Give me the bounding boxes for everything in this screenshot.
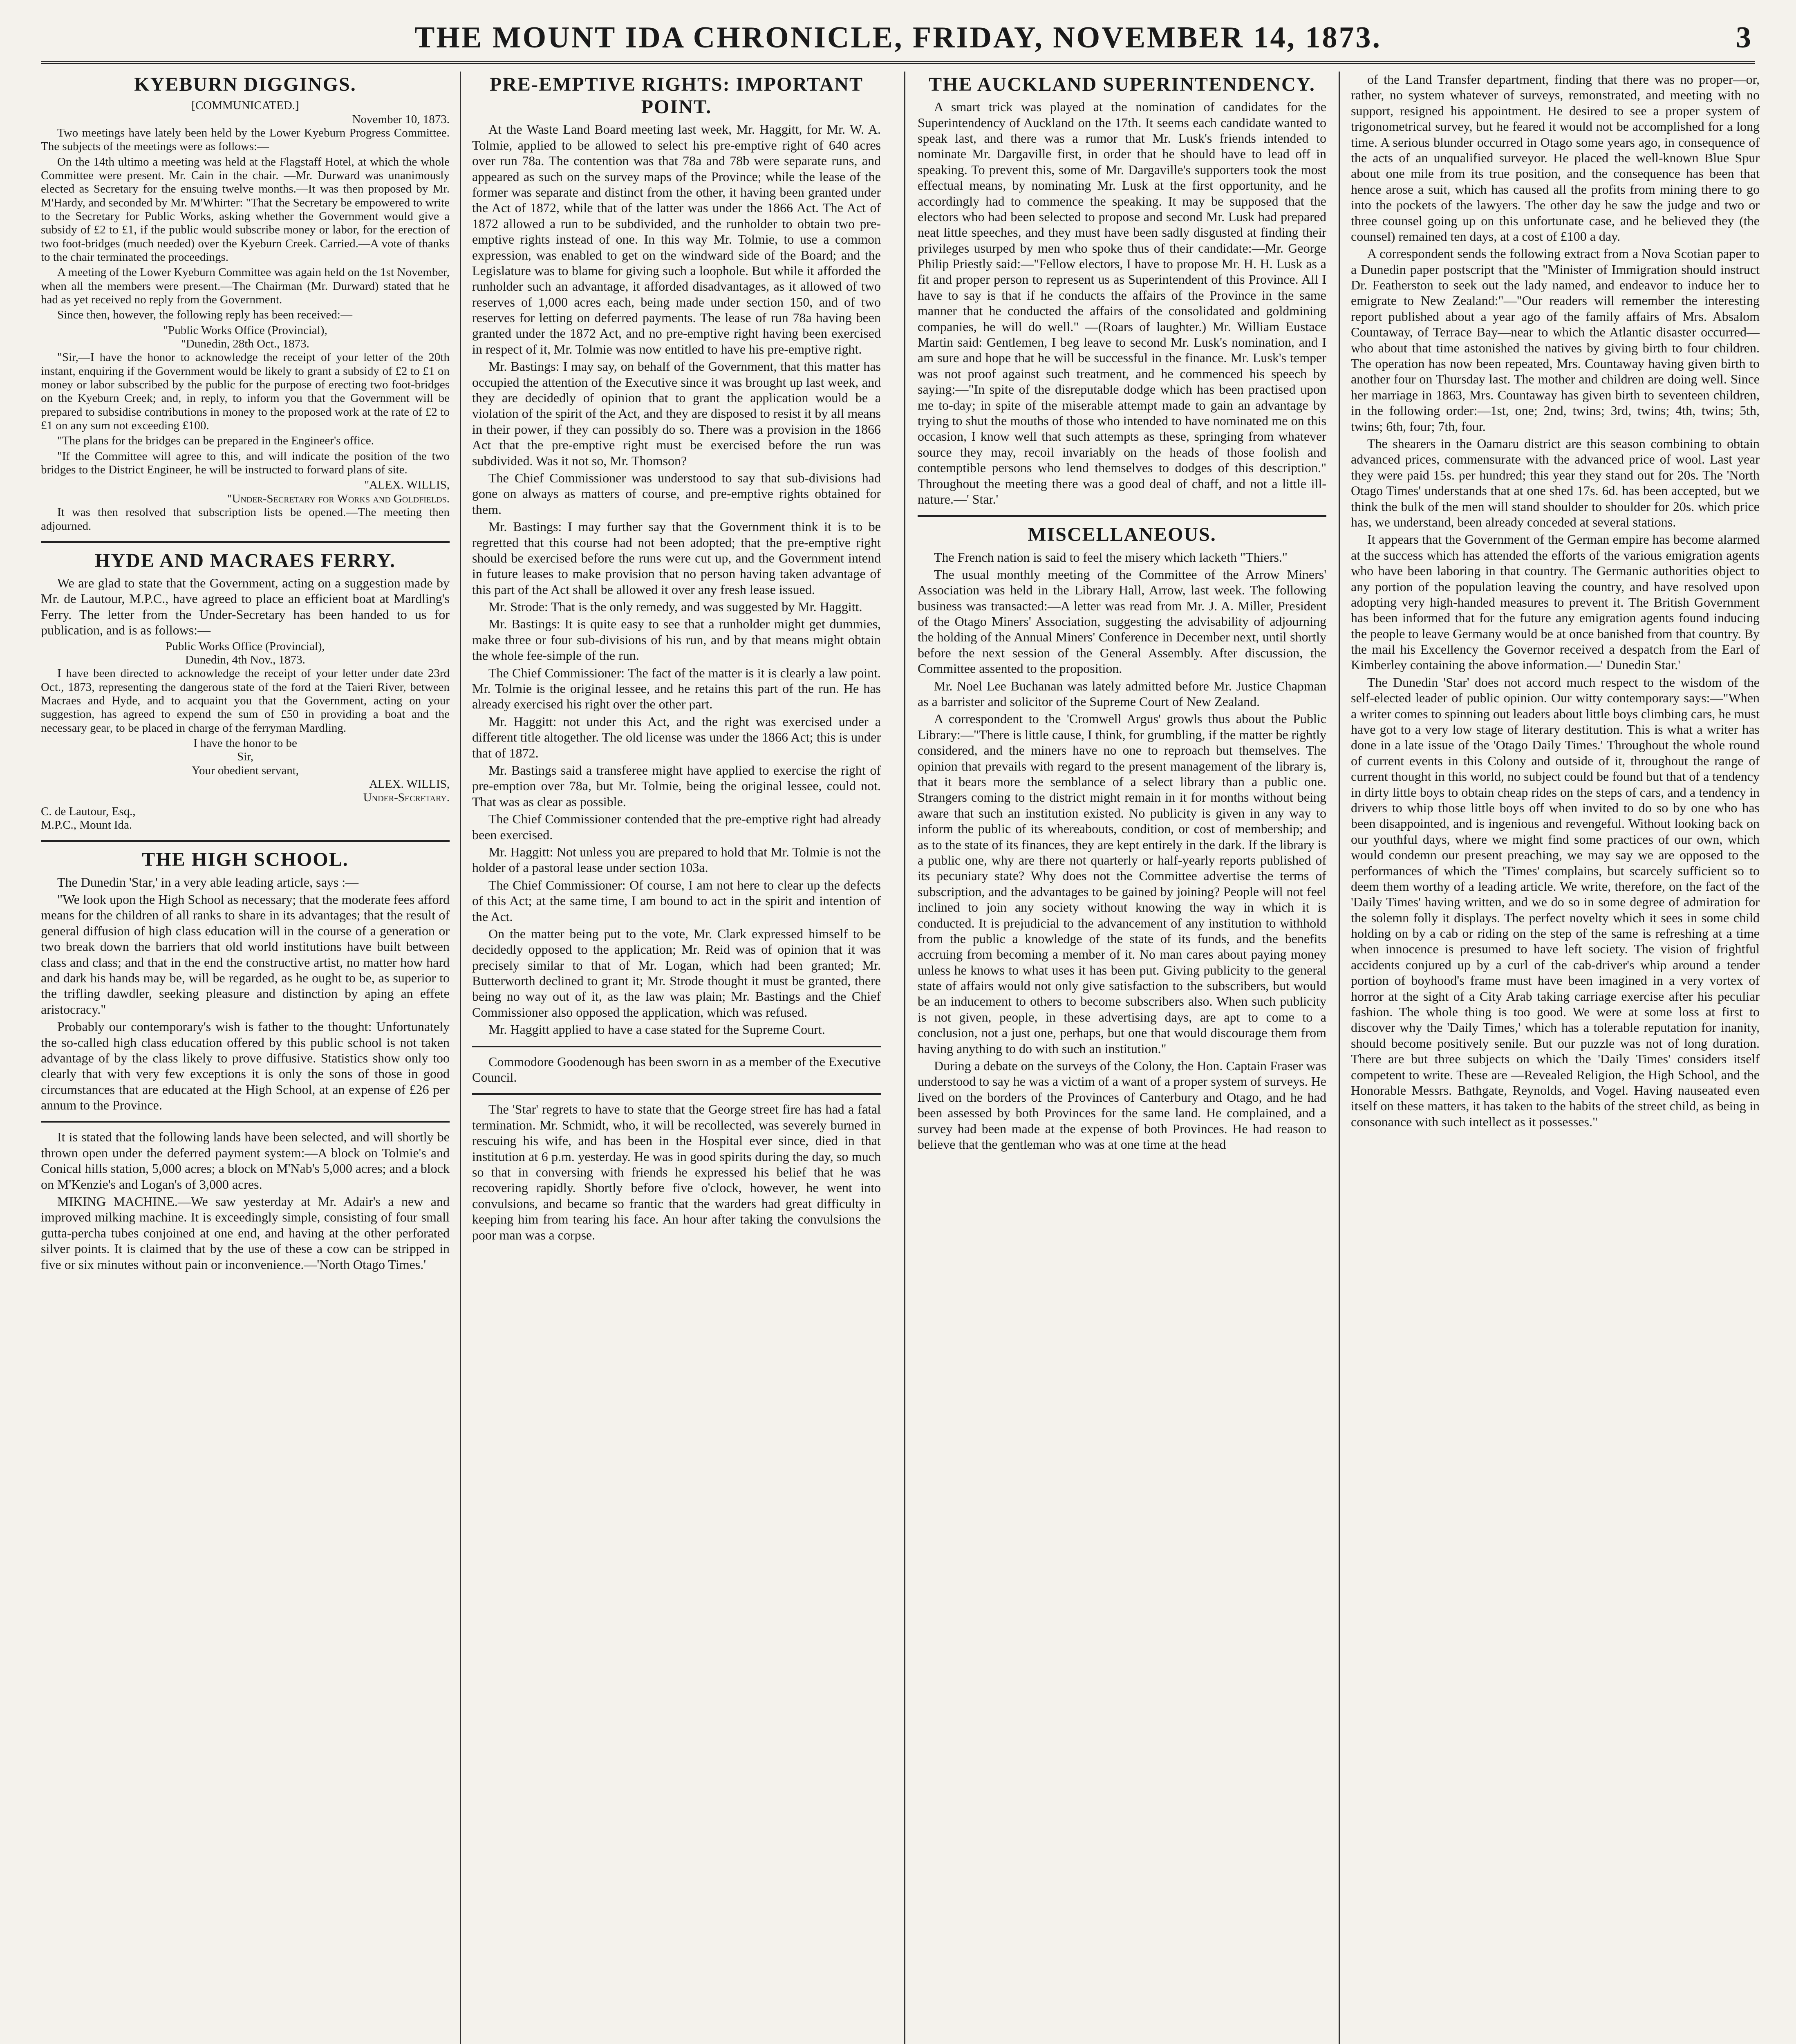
letter-heading: "Public Works Office (Provincial), bbox=[163, 323, 327, 337]
paragraph: Mr. Bastings said a transferee might have applied to exercise the right of pre-emption over 78a, but Mr. Tolmie, being the original lessee, could not. That was as clear as possible. bbox=[472, 763, 881, 809]
signature-title: Under-Secretary. bbox=[363, 791, 450, 805]
paragraph: We are glad to state that the Government, acting on a suggestion made by Mr. de Lautour, M.P.C., have agreed to place an efficient boat at Mardling's Ferry. The letter from the Under-Secretary has been handed to us for publication, and is as follows:— bbox=[41, 576, 450, 638]
paragraph: On the matter being put to the vote, Mr. Clark expressed himself to be decidedly opposed to the application; Mr. Reid was of opinion that it was precisely similar to that of Mr. Logan, which had been granted; Mr. Butterworth declined to grant it; Mr. Strode thought it must be granted, there being no way out of it, as the law was plain; Mr. Bastings and the Chief Commissioner also opposed the application, which was refused. bbox=[472, 926, 881, 1020]
paragraph: At the Waste Land Board meeting last week, Mr. Haggitt, for Mr. W. A. Tolmie, applied to be allowed to select his pre-emptive right of 640 acres over run 78a. The contention was that 78a and 78b were separate runs, and appeared as such on the survey maps of the Province; while the lease of the former was separate and distinct from the other, it having been granted under the Act of 1872, while that of the latter was under the 1866 Act. The Act of 1872 allowed a run to be subdivided, and the runholder to obtain two pre-emptive rights instead of one. In this way Mr. Tolmie, to use a common expression, was enabled to get on the windward side of the Board; and the Legislature was to blame for giving such a loophole. But while it afforded the runholder such an advantage, it afforded disadvantages, as it allowed of two reserves of 1,000 acres each, being made under section 150, and of two reserves for letting on deferred payments. The lease of run 78a having been granted under the 1872 Act, and no pre-emptive right having been exercised in respect of it, Mr. Tolmie was now entitled to have his pre-emptive right. bbox=[472, 122, 881, 356]
article-heading: PRE-EMPTIVE RIGHTS: IMPORTANT POINT. bbox=[489, 74, 864, 118]
paragraph: "If the Committee will agree to this, and will indicate the position of the two bridges to the District Engineer, he will be instructed to forward plans of site. bbox=[41, 449, 450, 477]
paragraph: "We look upon the High School as necessary; that the moderate fees afford means for the children of all ranks to share in its advantages; that the result of general diffusion of high class education will in the course of a generation or two break down the barriers that old world institutions have built between class and class; and that in the end the constructive artist, no matter how hard and dark his hands may be, will be regarded, as he ought to be, as superior to the trifling dawdler, seeking pleasure and distinction by aping an effete aristocracy." bbox=[41, 892, 450, 1017]
paragraph: It was then resolved that subscription lists be opened.—The meeting then adjourned. bbox=[41, 506, 450, 533]
letter-closing: Sir, bbox=[237, 750, 253, 764]
paragraph: Two meetings have lately been held by the Lower Kyeburn Progress Committee. The subjects of the meetings were as follows:— bbox=[41, 126, 450, 153]
column-4 bbox=[1351, 72, 1760, 2044]
paragraph: A meeting of the Lower Kyeburn Committee was again held on the 1st November, when all the members were present.—The Chairman (Mr. Durward) stated that he had as yet received no reply from the Government. bbox=[41, 266, 450, 306]
paragraph: Mr. Bastings: I may further say that the Government think it is to be regretted that this course had not been adopted; that the pre-emptive right should be exercised before the runs were cut up, and the Government intend in future leases to make provision that no person having taken advantage of this part of the Act shall be allowed it over any fresh lease issued. bbox=[472, 519, 881, 597]
paragraph: I have been directed to acknowledge the receipt of your letter under date 23rd Oct., 1873, representing the dangerous state of the ford at the Taieri River, between Macraes and Hyde, and to acquaint you that the Government, acting on your suggestion, has agreed to expend the sum of £50 in providing a boat and the necessary gear, to be placed in charge of the ferryman Mardling. bbox=[41, 667, 450, 735]
letter-heading: Dunedin, 4th Nov., 1873. bbox=[185, 653, 305, 666]
article-heading: THE AUCKLAND SUPERINTENDENCY. bbox=[929, 74, 1315, 95]
letter-closing: Your obedient servant, bbox=[191, 764, 299, 777]
paragraph: The Dunedin 'Star,' in a very able leading article, says :— bbox=[57, 874, 359, 890]
paragraph: The Dunedin 'Star' does not accord much respect to the wisdom of the self-elected leader of public opinion. Our witty contemporary says:—"When a writer comes to spinning out leaders about little boys climbing cars, he must have got to a very low stage of literary destitution. This is what a writer has done in a late issue of the 'Otago Daily Times.' Throughout the whole round of current events in this Colony and outside of it, throughout the range of current thought in this world, no subject could be found but that of a tendency in dirty little boys to obtain cheap rides on the steps of cars, and a tendency in drivers to whip those little boys off when invited to do so by one who has been disappointed, and is ingenious and revengeful. Without looking back on our youthful days, where we might find some practices of our own, which would condemn our present preaching, we may say we are opposed to the performances of which the 'Times' complains, but scarcely sufficient so to deem them worthy of a leading article. We write, therefore, on the fact of the 'Daily Times' having written, and we do so in some degree of admiration for the solemn folly it displays. The perfect novelty which it sees in some child holding on by a cab or riding on the step of the same is refreshing at a time when innocence is presumed to have left society. The vision of frightful accidents conjured up by a curl of the cab-driver's whip around a tender portion of boyhood's frame must have been imagined in a very vortex of horror at the sight of a City Arab taking carriage exercise after his peculiar fashion. The whole thing is too good. We were at some loss at first to discover why the 'Daily Times,' which has a tolerable reputation for inanity, should become positively senile. But our puzzle was not of long duration. There are but three subjects on which the 'Daily Times' considers itself competent to write. These are —Revealed Religion, the High School, and the Honorable Messrs. Bathgate, Reynolds, and Vogel. Having nauseated even itself on these matters, it has taken to the habits of the street child, as being in consonance with such intellect as it possesses." bbox=[1351, 675, 1760, 1129]
section-rule bbox=[472, 1046, 881, 1047]
paragraph: Mr. Haggitt applied to have a case stated for the Supreme Court. bbox=[488, 1022, 825, 1037]
column-rule bbox=[460, 72, 461, 2044]
dateline: November 10, 1873. bbox=[352, 112, 450, 126]
column-rule bbox=[1339, 72, 1340, 2044]
masthead-title: THE MOUNT IDA CHRONICLE, FRIDAY, NOVEMBER 14, 1873. bbox=[414, 21, 1382, 54]
paragraph: "Sir,—I have the honor to acknowledge the receipt of your letter of the 20th instant, enquiring if the Government would be likely to grant a subsidy of £2 to £1 on money or labor subscribed by the public for the purpose of erecting two foot-bridges on the Kyeburn Creek; and, in reply, to inform you that the Government will be prepared to subsidise contributions in money to the proposed work at the rate of £2 to £1 on any sum not exceeding £100. bbox=[41, 351, 450, 433]
paragraph: Mr. Noel Lee Buchanan was lately admitted before Mr. Justice Chapman as a barrister and solicitor of the Supreme Court of New Zealand. bbox=[918, 678, 1326, 709]
paragraph: The 'Star' regrets to have to state that the George street fire has had a fatal termination. Mr. Schmidt, who, it will be recollected, was severely burned in rescuing his wife, and has been in the Hospital ever since, died in that institution at 6 p.m. yesterday. He was in good spirits during the day, so much so that in conversing with friends he expressed his belief that he was recovering rapidly. Shortly before five o'clock, however, he went into convulsions, and became so frantic that the warders had great difficulty in keeping him from tearing his face. An hour after taking the convulsions the poor man was a corpse. bbox=[472, 1102, 881, 1242]
paragraph: On the 14th ultimo a meeting was held at the Flagstaff Hotel, at which the whole Committee were present. Mr. Cain in the chair. —Mr. Durward was unanimously elected as Secretary for the ensuing twelve months.—It was then proposed by Mr. M'Hardy, and seconded by Mr. M'Whirter: "That the Secretary be empowered to write to the Secretary for Public Works, asking whether the Government would give a subsidy of £2 to £1, if the public would subscribe money or labor, for the erection of two foot-bridges (much needed) over the Kyeburn Creek. Carried.—A vote of thanks to the chair terminated the proceedings. bbox=[41, 155, 450, 264]
paragraph: The Chief Commissioner: The fact of the matter is it is clearly a law point. Mr. Tolmie is the original lessee, and he retains this part of the run. He has already exercised his right over the other part. bbox=[472, 665, 881, 712]
paragraph: A correspondent sends the following extract from a Nova Scotian paper to a Dunedin paper postscript that the "Minister of Immigration should instruct Dr. Featherston to seek out the lady named, and endeavor to induce her to emigrate to New Zealand:"—"Our readers will remember the interesting report published about a year ago of the family affairs of Mrs. Absalom Countaway, of Terrace Bay—near to which the Atlantic disaster occurred—who about that time astonished the natives by giving birth to four children. The operation has now been repeated, Mrs. Countaway having given birth to another four on Thursday last. The mother and children are doing well. Since her marriage in 1863, Mrs. Countaway has given birth to seventeen children, in the following order:—1st, one; 2nd, twins; 3rd, twins; 4th, twins; 5th, twins; 6th, four; 7th, four. bbox=[1351, 246, 1760, 434]
paragraph: The Chief Commissioner: Of course, I am not here to clear up the defects of this Act; at the same time, I am bound to act in the spirit and intention of the Act. bbox=[472, 877, 881, 924]
paragraph: It is stated that the following lands have been selected, and will shortly be thrown open under the deferred payment system:—A block on Tolmie's and Conical hills station, 5,000 acres; a block on M'Nab's 5,000 acres; and a block on M'Kenzie's and Logan's of 3,000 acres. bbox=[41, 1130, 450, 1192]
paragraph: Commodore Goodenough has been sworn in as a member of the Executive Council. bbox=[472, 1054, 881, 1085]
paragraph: The shearers in the Oamaru district are this season combining to obtain advanced prices, commensurate with the advanced price of wool. Last year they were paid 15s. per hundred; this year they stand out for 20s. The 'North Otago Times' understands that at one shed 17s. 6d. has been accepted, but we think the bulk of the men will stand shoulder to shoulder for 20s. which price has, we understand, been already conceded at several stations. bbox=[1351, 436, 1760, 529]
page-number: 3 bbox=[1736, 21, 1751, 54]
paragraph: The French nation is said to feel the misery which lacketh "Thiers." bbox=[934, 549, 1288, 565]
paragraph: Probably our contemporary's wish is father to the thought: Unfortunately the so-called high class education offered by this public school is not taken advantage of by the class likely to prove diffusive. Statistics show only too clearly that with very few exceptions it is only the sons of those in good circumstances that are educated at the High School, at an expense of £26 per annum to the Province. bbox=[41, 1019, 450, 1113]
paragraph: The usual monthly meeting of the Committee of the Arrow Miners' Association was held in the Library Hall, Arrow, last week. The following business was transacted:—A letter was read from Mr. J. A. Miller, President of the Otago Miners' Association, suggesting the advisability of adjourning the holding of the Annual Miners' Conference in December next, until shortly before the next session of the General Assembly. After discussion, the Committee assented to the proposition. bbox=[918, 567, 1326, 676]
paragraph: "The plans for the bridges can be prepared in the Engineer's office. bbox=[57, 434, 374, 448]
addressee: C. de Lautour, Esq., bbox=[41, 805, 136, 818]
article-heading: THE HIGH SCHOOL. bbox=[142, 849, 349, 871]
addressee: M.P.C., Mount Ida. bbox=[41, 818, 132, 832]
letter-heading: Public Works Office (Provincial), bbox=[166, 639, 325, 653]
paragraph: The Chief Commissioner was understood to say that sub-divisions had gone on always as matters of course, and pre-emptive rights obtained for them. bbox=[472, 470, 881, 517]
section-rule bbox=[41, 541, 450, 543]
signature: ALEX. WILLIS, bbox=[369, 778, 450, 791]
paragraph: Since then, however, the following reply has been received:— bbox=[57, 308, 352, 322]
paragraph: During a debate on the surveys of the Colony, the Hon. Captain Fraser was understood to say he was a victim of a want of a proper system of surveys. He lived on the borders of the Provinces of Canterbury and Otago, and he had been assessed by both Provinces for the same land. He complained, and a survey had been made at the expense of both Provinces. He had reason to believe that the gentleman who was at one time at the head bbox=[918, 1058, 1326, 1152]
paragraph: Mr. Bastings: I may say, on behalf of the Government, that this matter has occupied the attention of the Executive since it was brought up last week, and they are decidedly of opinion that to grant the application would be a violation of the spirit of the Act, and they are disposed to resist it by all means in their power, if they can possibly do so. There was a provision in the 1866 Act that the pre-emptive right must be exercised before the run was subdivided. Was it not so, Mr. Thomson? bbox=[472, 359, 881, 468]
letter-heading: "Dunedin, 28th Oct., 1873. bbox=[181, 337, 309, 351]
paragraph: of the Land Transfer department, finding that there was no proper—or, rather, no system whatever of surveys, remonstrated, and meeting with no support, resigned his appointment. He desired to see a proper system of trigonometrical survey, but he feared it would not be accomplished for a long time. A serious blunder occurred in Otago some years ago, in consequence of the acts of an unqualified surveyor. He placed the well-known Blue Spur about one mile from its true position, and the consequence has been that hence arose a suit, which has caused all the profits from mining there to go into the pockets of the lawyers. The other day he saw the judge and two or three counsel going up on this unfortunate case, and he believed they (the counsel) remained ten days, at a cost of £100 a day. bbox=[1351, 72, 1760, 244]
signature: "ALEX. WILLIS, bbox=[364, 478, 450, 492]
paragraph: Mr. Bastings: It is quite easy to see that a runholder might get dummies, make three or four sub-divisions of his run, and by that means might obtain the whole fee-simple of the run. bbox=[472, 616, 881, 663]
section-heading: MISCELLANEOUS. bbox=[1028, 524, 1216, 546]
paragraph: A smart trick was played at the nomination of candidates for the Superintendency of Auckland on the 17th. It seems each candidate wanted to speak last, and there was a rumor that Mr. Lusk's friends intended to nominate Mr. Dargaville first, in order that he should have to lead off in speaking. To prevent this, some of Mr. Dargaville's supporters took the most effectual means, by nominating Mr. Lusk at the first opportunity, and he accordingly had to commence the speaking. It may be supposed that the electors who had been selected to propose and second Mr. Lusk had prepared neat little speeches, and they must have been sadly disgusted at finding their privileges usurped by men who spoke thus of their candidate:—Mr. George Philip Priestly said:—"Fellow electors, I have to propose Mr. H. H. Lusk as a fit and proper person to represent us as Superintendent of this Province. All I have to say is that if he conducts the affairs of the Province in the same manner that he conducted the affairs of the consolidated and goldmining companies, he will do well." —(Roars of laughter.) Mr. William Eustace Martin said: Gentlemen, I beg leave to second Mr. Lusk's nomination, and I am sure and hope that he will be successful in the finance. Mr. Lusk's temper was not proof against such treatment, and he commenced his speech by saying:—"In spite of the disreputable dodge which has been practised upon me to-day; in spite of the miserable attempt made to gain an advantage by trying to shut the mouths of those who intended to have nominated me on this occasion, I know well that such attempts as these, springing from whatever source they may, recoil invariably on the heads of those foolish and contemptible persons who lend themselves to dodges of this description." Throughout the meeting there was a good deal of chaff, and not a little ill-nature.—' Star.' bbox=[918, 99, 1326, 507]
paragraph: A correspondent to the 'Cromwell Argus' growls thus about the Public Library:—"There is little cause, I think, for grumbling, if the matter be rightly considered, and the miners have no one to reproach but themselves. The opinion that prevails with regard to the present management of the library is, that it bears more the semblance of a select library than a public one. Strangers coming to the district might remain in it for months without being aware that such an institution existed. No publicity is given in any way to inform the public of its whereabouts, condition, or cost of membership; and as to the state of its finances, they are kept entirely in the dark. If the library is a public one, why are there not quarterly or half-yearly reports published of its pecuniary state? Why does not the Committee advertise the terms of subscription, and the advantages to be gained by joining? People will not feel inclined to join any society without knowing the way in which it is conducted. It is prejudicial to the advancement of any institution to withhold from the public a knowledge of the state of its funds, and the benefits accruing from becoming a member of it. No man cares about paying money unless he knows to what uses it has been put. Giving publicity to the general state of affairs would not only give satisfaction to the subscribers, but would be an inducement to others to become subscribers also. When such publicity is not given, people, in these advertising days, are apt to come to a conclusion, not a just one, perhaps, but one that would discourage them from having anything to do with such an institution." bbox=[918, 711, 1326, 1056]
signature-title: "Under-Secretary for Works and Goldfields. bbox=[227, 492, 450, 505]
section-rule bbox=[918, 515, 1326, 517]
article-heading: KYEBURN DIGGINGS. bbox=[134, 74, 356, 95]
paragraph: Mr. Haggitt: not under this Act, and the right was exercised under a different title altogether. The old license was under the 1866 Act; this is under that of 1872. bbox=[472, 714, 881, 760]
paragraph: The Chief Commissioner contended that the pre-emptive right had already been exercised. bbox=[472, 811, 881, 842]
column-2 bbox=[472, 72, 881, 2044]
paragraph: Mr. Strode: That is the only remedy, and was suggested by Mr. Haggitt. bbox=[488, 599, 862, 614]
column-1 bbox=[41, 72, 450, 2044]
column-3 bbox=[918, 72, 1326, 2044]
paragraph: MIKING MACHINE.—We saw yesterday at Mr. Adair's a new and improved milking machine. It is exceedingly simple, consisting of four small gutta-percha tubes conjoined at one end, and having at the other perforated silver points. It is claimed that by the use of these a cow can be stripped in five or six minutes without pain or inconvenience.—'North Otago Times.' bbox=[41, 1194, 450, 1272]
article-heading: HYDE AND MACRAES FERRY. bbox=[95, 549, 396, 572]
communicated-label: [COMMUNICATED.] bbox=[191, 99, 299, 112]
paragraph: It appears that the Government of the German empire has become alarmed at the success which has attended the efforts of the various emigration agents who have been laboring in that country. The Germanic authorities object to any portion of the population leaving the country, and have resolved upon adopting very high-handed measures to prevent it. The British Government has been informed that for the future any emigration agents found inducing the people to leave Germany would be at once banished from that country. By the mail his Excellency the Governor received a despatch from the Earl of Kimberley containing the above information.—' Dunedin Star.' bbox=[1351, 532, 1760, 672]
section-rule bbox=[472, 1093, 881, 1095]
section-rule bbox=[41, 1121, 450, 1123]
masthead bbox=[41, 12, 1755, 64]
section-rule bbox=[41, 840, 450, 842]
column-rule bbox=[904, 72, 905, 2044]
letter-closing: I have the honor to be bbox=[193, 737, 297, 750]
paragraph: Mr. Haggitt: Not unless you are prepared to hold that Mr. Tolmie is not the holder of a pastoral lease under section 103a. bbox=[472, 844, 881, 875]
